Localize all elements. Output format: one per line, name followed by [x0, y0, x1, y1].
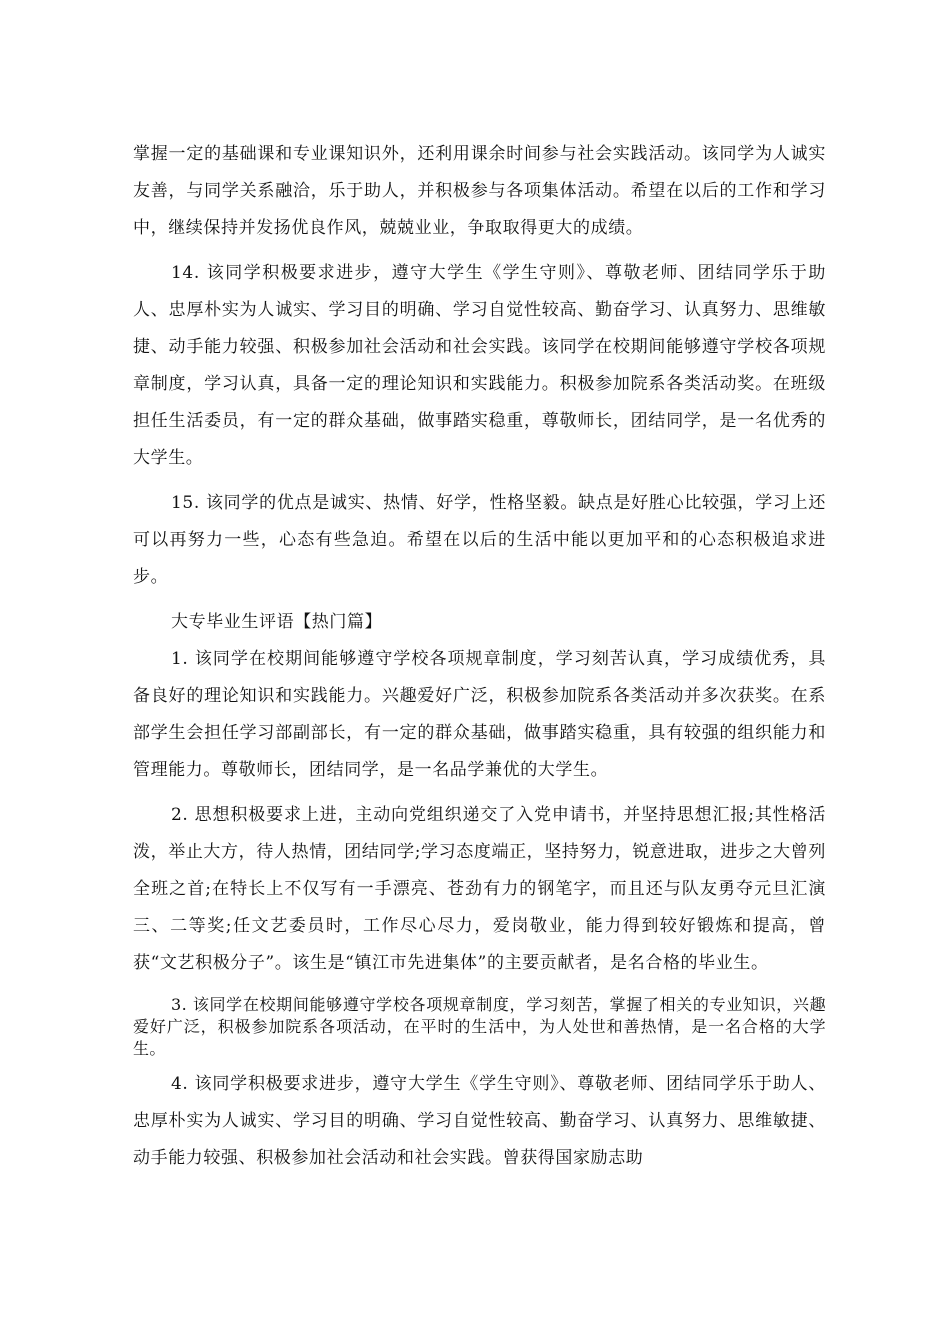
paragraph-item-15: 15. 该同学的优点是诚实、热情、好学，性格坚毅。缺点是好胜心比较强，学习上还可以再努力一些，心态有些急迫。希望在以后的生活中能以更加平和的心态积极追求进步。 [133, 493, 826, 587]
paragraph-continuation: 掌握一定的基础课和专业课知识外，还利用课余时间参与社会实践活动。该同学为人诚实友善，与同学关系融洽，乐于助人，并积极参与各项集体活动。希望在以后的工作和学习中，继续保持并发扬优良作风，兢兢业业，争取取得更大的成绩。 [133, 144, 826, 238]
paragraph-item-3: 3. 该同学在校期间能够遵守学校各项规章制度，学习刻苦，掌握了相关的专业知识，兴趣爱好广泛，积极参加院系各项活动，在平时的生活中，为人处世和善热情，是一名合格的大学生。 [133, 995, 826, 1058]
paragraph-item-4: 4. 该同学积极要求进步，遵守大学生《学生守则》、尊敬老师、团结同学乐于助人、忠厚朴实为人诚实、学习目的明确、学习自觉性较高、勤奋学习、认真努力、思维敏捷、动手能力较强、积极参加社会活动和社会实践。曾获得国家励志助 [133, 1074, 826, 1168]
paragraph-item-2: 2. 思想积极要求上进，主动向党组织递交了入党申请书，并坚持思想汇报;其性格活泼，举止大方，待人热情，团结同学;学习态度端正，坚持努力，锐意进取，进步之大曾列全班之首;在特长上不仅写有一手漂亮、苍劲有力的钢笔字，而且还与队友勇夺元旦汇演三、二等奖;任文艺委员时，工作尽心尽力，爱岗敬业，能力得到较好锻炼和提高，曾获“文艺积极分子”。该生是“镇江市先进集体”的主要贡献者，是名合格的毕业生。 [133, 805, 826, 973]
section-heading: 大专毕业生评语【热门篇】 [171, 612, 383, 632]
paragraph-item-1: 1. 该同学在校期间能够遵守学校各项规章制度，学习刻苦认真，学习成绩优秀，具备良好的理论知识和实践能力。兴趣爱好广泛，积极参加院系各类活动并多次获奖。在系部学生会担任学习部副部长，有一定的群众基础，做事踏实稳重，具有较强的组织能力和管理能力。尊敬师长，团结同学，是一名品学兼优的大学生。 [133, 649, 826, 780]
document-body [133, 136, 826, 1177]
paragraph-item-14: 14. 该同学积极要求进步，遵守大学生《学生守则》、尊敬老师、团结同学乐于助人、忠厚朴实为人诚实、学习目的明确、学习自觉性较高、勤奋学习、认真努力、思维敏捷、动手能力较强、积极参加社会活动和社会实践。该同学在校期间能够遵守学校各项规章制度，学习认真，具备一定的理论知识和实践能力。积极参加院系各类活动奖。在班级担任生活委员，有一定的群众基础，做事踏实稳重，尊敬师长，团结同学，是一名优秀的大学生。 [133, 263, 826, 468]
